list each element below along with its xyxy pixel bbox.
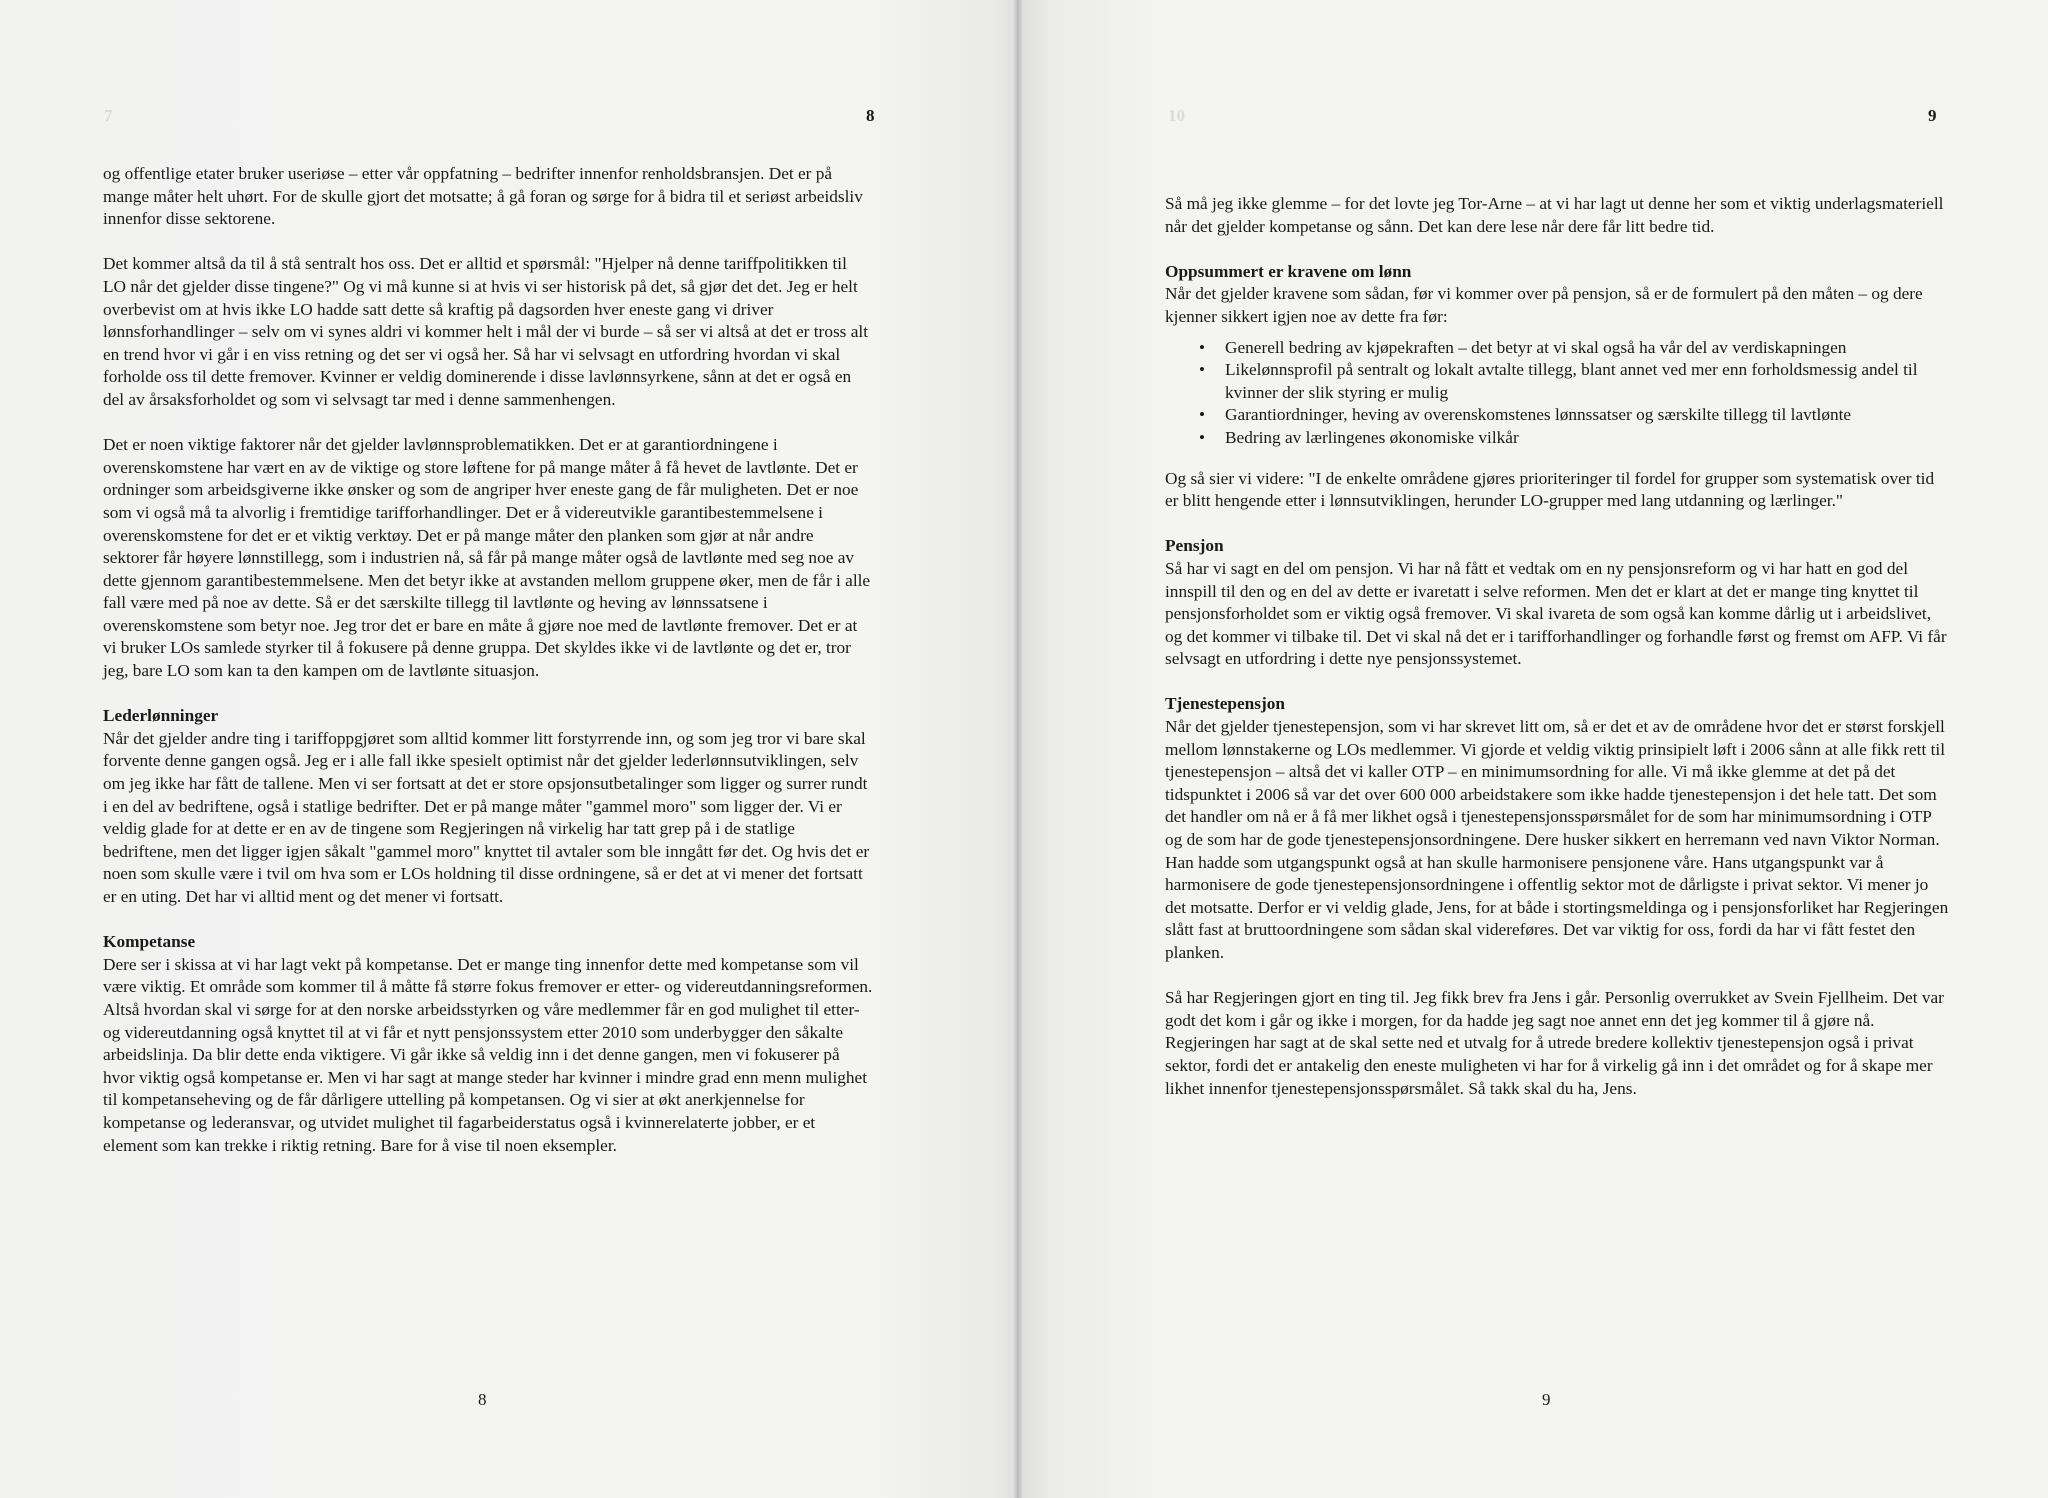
list-item: • Garantiordninger, heving av overenskomstenes lønnssatser og særskilte tillegg til lavtlønte bbox=[1225, 404, 1950, 427]
paragraph: Det er noen viktige faktorer når det gjelder lavlønnsproblematikken. Det er at garantiordningene i overenskomstene har vært en av de viktige og store løftene for på mange måter å få hevet de lavtlønte. Det er ordninger som arbeidsgiverne ikke ønsker og som de angriper hver eneste gang de får muligheten. Det er noe som vi også må ta alvorlig i fremtidige tarifforhandlinger. Det er å videreutvikle garantibestemmelsene i overenskomstene for det er et viktig verktøy. Det er på mange måter den planken som gjør at når andre sektorer får høyere lønnstillegg, som i industrien nå, så får på mange måter også de lavtlønte med seg noe av dette gjennom garantibestemmelsene. Men det betyr ikke at avstanden mellom gruppene øker, men de får i alle fall være med på noe av dette. Så er det særskilte tillegg til lavtlønte og heving av lønnssatsene i overenskomstene som betyr noe. Jeg tror det er bare en måte å gjøre noe med de lavtlønte fremover. Det er at vi bruker LOs samlede styrker til å fokusere på denne gruppa. Det skyldes ikke vi de lavtlønte og det er, tror jeg, bare LO som kan ta den kampen om de lavtlønte situasjon. bbox=[103, 435, 871, 681]
page-number-top: 8 bbox=[866, 106, 875, 125]
paragraph: Når det gjelder andre ting i tariffoppgjøret som alltid kommer litt forstyrrende inn, og som jeg tror vi bare skal forvente denne gangen også. Jeg er i alle fall ikke spesielt optimist når det gjelder lederlønnsutviklingen, selv om jeg ikke har fått de tallene. Men vi ser fortsatt at det er store opsjonsutbetalinger som ligger og surrer rundt i en del av bedriftene, også i statlige bedrifter. Det er på mange måter "gammel moro" som ligger der. Vi er veldig glade for at dette er en av de tingene som Regjeringen nå virkelig har tatt grep på i de statlige bedriftene, men det ligger igjen såkalt "gammel moro" knyttet til avtaler som ble inngått før det. Og hvis det er noen som skulle være i tvil om hva som er LOs holdning til disse ordningene, så er det at vi mener det fortsatt er en uting. Det har vi alltid ment og det mener vi fortsatt. bbox=[103, 728, 870, 906]
list-item: • Bedring av lærlingenes økonomiske vilkår bbox=[1225, 427, 1950, 450]
right-page bbox=[1018, 0, 2048, 1498]
paragraph: Når det gjelder kravene som sådan, før vi kommer over på pensjon, så er de formulert på den måten – og dere kjenner sikkert igjen noe av dette fra før: bbox=[1165, 284, 1923, 326]
paragraph: Det kommer altså da til å stå sentralt hos oss. Det er alltid et spørsmål: "Hjelper nå denne tariffpolitikken til LO når det gjelder disse tingene?" Og vi må kunne si at hvis vi ser historisk på det, så gjør det det. Jeg er helt overbevist om at hvis ikke LO hadde satt dette så kraftig på dagsorden hver eneste gang vi driver lønnsforhandlinger – selv om vi synes aldri vi kommer helt i mål der vi burde – så ser vi altså at det er tross alt en trend hvor vi går i en viss retning og det ser vi også her. Så har vi selvsagt en utfordring hvordan vi skal forholde oss til dette fremover. Kvinner er veldig dominerende i disse lavlønnsyrkene, sånn at det er også en del av årsaksforholdet og som vi selvsagt tar med i denne sammenhengen. bbox=[103, 254, 868, 409]
paragraph: Når det gjelder tjenestepensjon, som vi har skrevet litt om, så er det et av de områdene hvor det er størst forskjell mellom lønnstakerne og LOs medlemmer. Vi gjorde et veldig viktig prinsipielt løft i 2006 sånn at alle fikk rett til tjenestepensjon – altså det vi kaller OTP – en minimumsordning for alle. Vi må ikke glemme at det på det tidspunktet i 2006 så var det over 600 000 arbeidstakere som ikke hadde tjenestepensjon i det hele tatt. Det som det handler om nå er å få mer likhet også i tjenestepensjonsspørsmålet for de som har minimumsordning i OTP og de som har de gode tjenestepensjonsordningene. Dere husker sikkert en herremann ved navn Viktor Norman. Han hadde som utgangspunkt også at han skulle harmonisere pensjonene våre. Hans utgangspunkt var å harmonisere de gode tjenestepensjonsordningene i offentlig sektor mot de dårligste i privat sektor. Vi mener jo det motsatte. Derfor er vi veldig glade, Jens, for at både i stortingsmeldinga og i pensjonsforliket har Regjeringen slått fast at bruttoordningene som sådan skal videreføres. Det var viktig for oss, fordi da har vi fått festet den planken. bbox=[1165, 717, 1949, 962]
page-number-bottom: 8 bbox=[478, 1390, 487, 1409]
list-item: • Likelønnsprofil på sentralt og lokalt avtalte tillegg, blant annet ved mer enn forholdsmessig andel til kvinner der slik styring er mulig bbox=[1225, 359, 1950, 404]
left-page-body bbox=[103, 163, 873, 1180]
section-heading-tjenestepensjon: Tjenestepensjon bbox=[1165, 694, 1286, 714]
bleed-through-page-number: 10 bbox=[1168, 106, 1185, 125]
paragraph: Så må jeg ikke glemme – for det lovte jeg Tor-Arne – at vi har lagt ut denne her som et viktig underlagsmateriell når det gjelder kompetanse og sånn. Det kan dere lese når dere får litt bedre tid. bbox=[1165, 194, 1944, 236]
section-heading-oppsummert: Oppsummert er kravene om lønn bbox=[1165, 261, 1412, 281]
bleed-through-page-number: 7 bbox=[104, 106, 113, 125]
paragraph: Så har vi sagt en del om pensjon. Vi har nå fått et vedtak om en ny pensjonsreform og vi har hatt en god del innspill til den og en del av dette er ivaretatt i selve reformen. Men det er klart at det er mange ting knyttet til pensjonsforholdet som er viktig også fremover. Vi skal ivareta de som også kan komme dårlig ut i arbeidslivet, og det kommer vi tilbake til. Det vi skal nå det er i tarifforhandlinger og forhandle først og fremst om AFP. Vi får selvsagt en utfordring i dette nye pensjonssystemet. bbox=[1165, 558, 1947, 669]
paragraph: Dere ser i skissa at vi har lagt vekt på kompetanse. Det er mange ting innenfor dette med kompetanse som vil være viktig. Et område som kommer til å måtte få større fokus fremover er etter- og videreutdanningsreformen. Altså hvordan skal vi sørge for at den norske arbeidsstyrken og våre medlemmer får en god mulighet til etter- og videreutdanning også knyttet til at vi får et nytt pensjonssystem etter 2010 som underbygger den såkalte arbeidslinja. Da blir dette enda viktigere. Vi går ikke så veldig inn i det denne gangen, men vi fokuserer på hvor viktig også kompetanse er. Men vi har sagt at mange steder har kvinner i mindre grad enn menn mulighet til kompetanseheving og de får dårligere uttelling på kompetansen. Og vi sier at økt anerkjennelse for kompetanse og lederansvar, og utvidet mulighet til fagarbeiderstatus også i kvinnerelaterte jobber, er et element som kan trekke i riktig retning. Bare for å vise til noen eksempler. bbox=[103, 954, 873, 1155]
paragraph: og offentlige etater bruker useriøse – etter vår oppfatning – bedrifter innenfor renholdsbransjen. Det er på mange måter helt uhørt. For de skulle gjort det motsatte; å gå foran og sørge for å bidra til et seriøst arbeidsliv innenfor disse sektorene. bbox=[103, 164, 863, 229]
section-heading-kompetanse: Kompetanse bbox=[103, 932, 196, 952]
right-page-body bbox=[1165, 193, 1950, 1123]
page-number-bottom: 9 bbox=[1542, 1390, 1551, 1409]
demands-list bbox=[1165, 337, 1950, 450]
section-heading-pensjon: Pensjon bbox=[1165, 536, 1224, 556]
section-heading-lederlonninger: Lederlønninger bbox=[103, 706, 219, 726]
paragraph: Og så sier vi videre: "I de enkelte områdene gjøres prioriteringer til fordel for grupper som systematisk over tid er blitt hengende etter i lønnsutviklingen, herunder LO-grupper med lang utdanning og lærlinger." bbox=[1165, 468, 1935, 511]
left-page bbox=[0, 0, 1018, 1498]
paragraph: Så har Regjeringen gjort en ting til. Jeg fikk brev fra Jens i går. Personlig overrukket av Svein Fjellheim. Det var godt det kom i går og ikke i morgen, for da hadde jeg sagt noe annet enn det jeg kommer til å gjøre nå. Regjeringen har sagt at de skal sette ned et utvalg for å utrede bredere kollektiv tjenestepensjon også i privat sektor, fordi det er antakelig den eneste muligheten vi har for å virkelig gå inn i det området og for å skape mer likhet innenfor tjenestepensjonsspørsmålet. Så takk skal du ha, Jens. bbox=[1165, 988, 1944, 1098]
book-spine bbox=[1014, 0, 1022, 1498]
list-item: • Generell bedring av kjøpekraften – det betyr at vi skal også ha vår del av verdiskapningen bbox=[1225, 337, 1950, 360]
page-number-top: 9 bbox=[1928, 106, 1937, 125]
